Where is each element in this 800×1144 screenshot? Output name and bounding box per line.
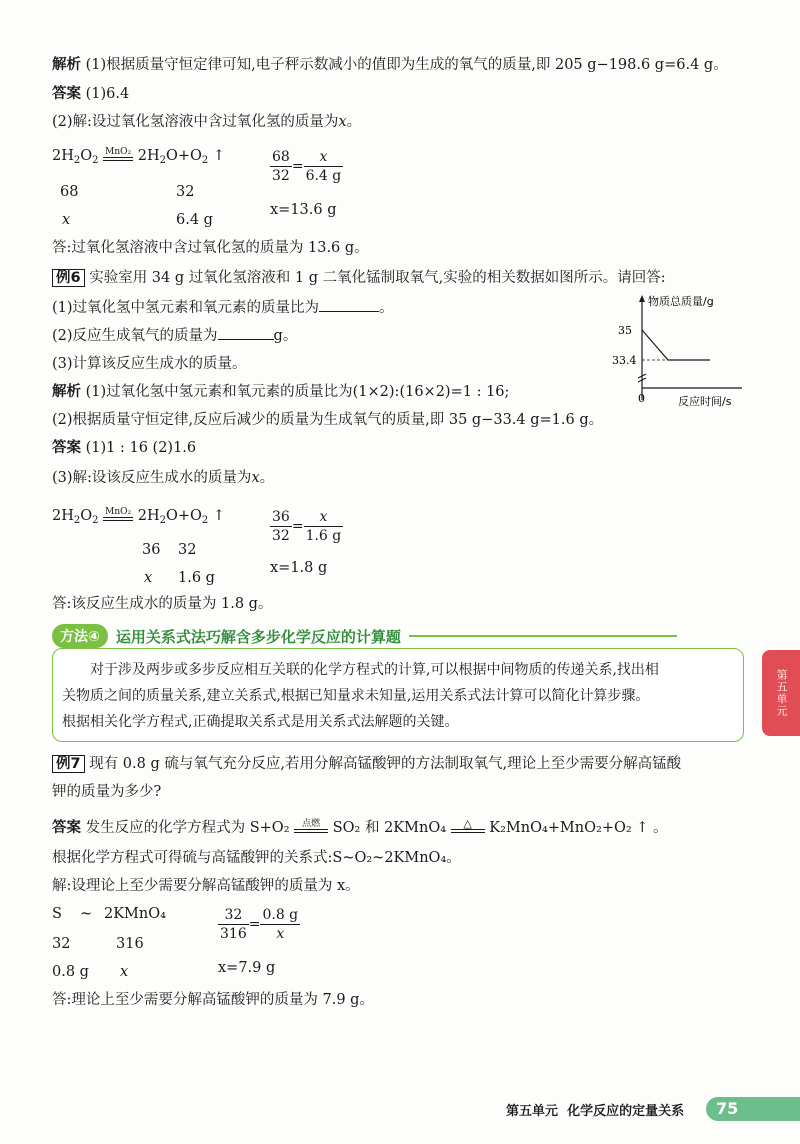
- example6-q1: (1)过氧化氢中氢元素和氧元素的质量比为 。: [52, 300, 394, 316]
- tick-35: 35: [618, 324, 632, 337]
- mass-32: 32: [176, 184, 195, 200]
- rel-s: S: [52, 906, 62, 922]
- mass-6-4: 6.4 g: [176, 212, 213, 228]
- mass-0-8: 0.8 g: [52, 964, 89, 980]
- example7-answer: 答案 发生反应的化学方程式为 S+O₂ 点燃 SO₂ 和 2KMnO₄ △ K₂MnO₄+MnO₂+O₂ ↑ 。: [52, 817, 668, 836]
- example6-question: 例6 实验室用 34 g 过氧化氢溶液和 1 g 二氧化锰制取氧气,实验的相关数据如图所示。请回答:: [52, 268, 666, 288]
- method-title: 运用关系式法巧解含多步化学反应的计算题: [115, 627, 401, 646]
- example6-tag: 例6: [52, 269, 85, 287]
- equation-h2o2-2: $2H_2O_2$ MnO₂ $2H_2O+O_2$ ↑: [52, 507, 226, 526]
- example7-tag: 例7: [52, 755, 85, 773]
- example7-relation: 根据化学方程式可得硫与高锰酸钾的关系式:S~O₂~2KMnO₄。: [52, 850, 461, 866]
- method-paragraph-2: 关物质之间的质量关系,建立关系式,根据已知量求未知量,运用关系式法计算可以简化计算步骤。: [62, 688, 650, 704]
- tick-33-4: 33.4: [612, 354, 637, 367]
- mass-x: x: [62, 212, 71, 228]
- mass-1-6: 1.6 g: [178, 570, 215, 586]
- mass-316: 316: [116, 936, 144, 952]
- origin-label: 0: [638, 392, 645, 405]
- conclusion-2: 答:该反应生成水的质量为 1.8 g。: [52, 596, 273, 612]
- example6-analysis-1: 解析 (1)过氧化氢中氢元素和氧元素的质量比为(1×2):(16×2)=1 : 16;: [52, 384, 510, 400]
- method-header: [52, 624, 677, 648]
- y-axis-label: 物质总质量/g: [648, 295, 714, 308]
- mass-time-graph: [612, 292, 752, 410]
- unit-side-tab[interactable]: 第五单元: [762, 650, 800, 736]
- rel-tilde: ~: [80, 906, 93, 922]
- example6-q2: (2)反应生成氧气的质量为 g。: [52, 328, 298, 344]
- mass-68: 68: [60, 184, 79, 200]
- mass-32-c: 32: [52, 936, 71, 952]
- example7-question-1: 例7 现有 0.8 g 硫与氧气充分反应,若用分解高锰酸钾的方法制取氧气,理论上至少需要分解高锰酸: [52, 754, 681, 774]
- proportion-3: $\frac{32}{316}$ = $\frac{0.8 g}{x}$: [220, 907, 299, 942]
- rel-kmno4: 2KMnO₄: [104, 906, 166, 922]
- solution-3: x=7.9 g: [218, 960, 276, 976]
- method-badge: 方法④: [52, 624, 108, 648]
- page-number: 75: [716, 1099, 739, 1118]
- proportion-1: $\frac{68}{32}$ = $\frac{x}{6.4 g}$: [272, 149, 342, 184]
- answer-line-1: 答案 (1)6.4: [52, 86, 130, 102]
- mass-32-b: 32: [178, 542, 197, 558]
- mass-36: 36: [142, 542, 161, 558]
- method-paragraph-3: 根据相关化学方程式,正确提取关系式是用关系式法解题的关键。: [62, 714, 459, 730]
- proportion-2: $\frac{36}{32}$ = $\frac{x}{1.6 g}$: [272, 509, 342, 544]
- example6-part3-intro: (3)解:设该反应生成水的质量为x。: [52, 470, 275, 486]
- mass-x-b: x: [144, 570, 153, 586]
- equation-h2o2-1: $2H_2O_2$ MnO₂ $2H_2O+O_2$ ↑: [52, 147, 226, 166]
- example6-q3: (3)计算该反应生成水的质量。: [52, 356, 247, 372]
- conclusion-1: 答:过氧化氢溶液中含过氧化氢的质量为 13.6 g。: [52, 240, 369, 256]
- example7-let: 解:设理论上至少需要分解高锰酸钾的质量为 x。: [52, 878, 360, 894]
- conclusion-3: 答:理论上至少需要分解高锰酸钾的质量为 7.9 g。: [52, 992, 374, 1008]
- example7-question-2: 钾的质量为多少?: [52, 784, 162, 800]
- x-axis-label: 反应时间/s: [678, 395, 732, 408]
- solution-1: x=13.6 g: [270, 202, 337, 218]
- mass-curve: [642, 330, 710, 360]
- method-paragraph-1: 对于涉及两步或多步反应相互关联的化学方程式的计算,可以根据中间物质的传递关系,找出相: [90, 662, 659, 678]
- example6-analysis-2: (2)根据质量守恒定律,反应后减少的质量为生成氧气的质量,即 35 g−33.4 g=1.6 g。: [52, 412, 604, 428]
- analysis-line-1: 解析 (1)根据质量守恒定律可知,电子秤示数减小的值即为生成的氧气的质量,即 205 g−198.6 g=6.4 g。: [52, 57, 728, 73]
- example6-answer: 答案 (1)1 : 16 (2)1.6: [52, 440, 197, 456]
- part2-intro: (2)解:设过氧化氢溶液中含过氧化氢的质量为x。: [52, 114, 362, 130]
- mass-x-c: x: [120, 964, 129, 980]
- footer-title: 第五单元 化学反应的定量关系: [506, 1104, 685, 1119]
- solution-2: x=1.8 g: [270, 560, 328, 576]
